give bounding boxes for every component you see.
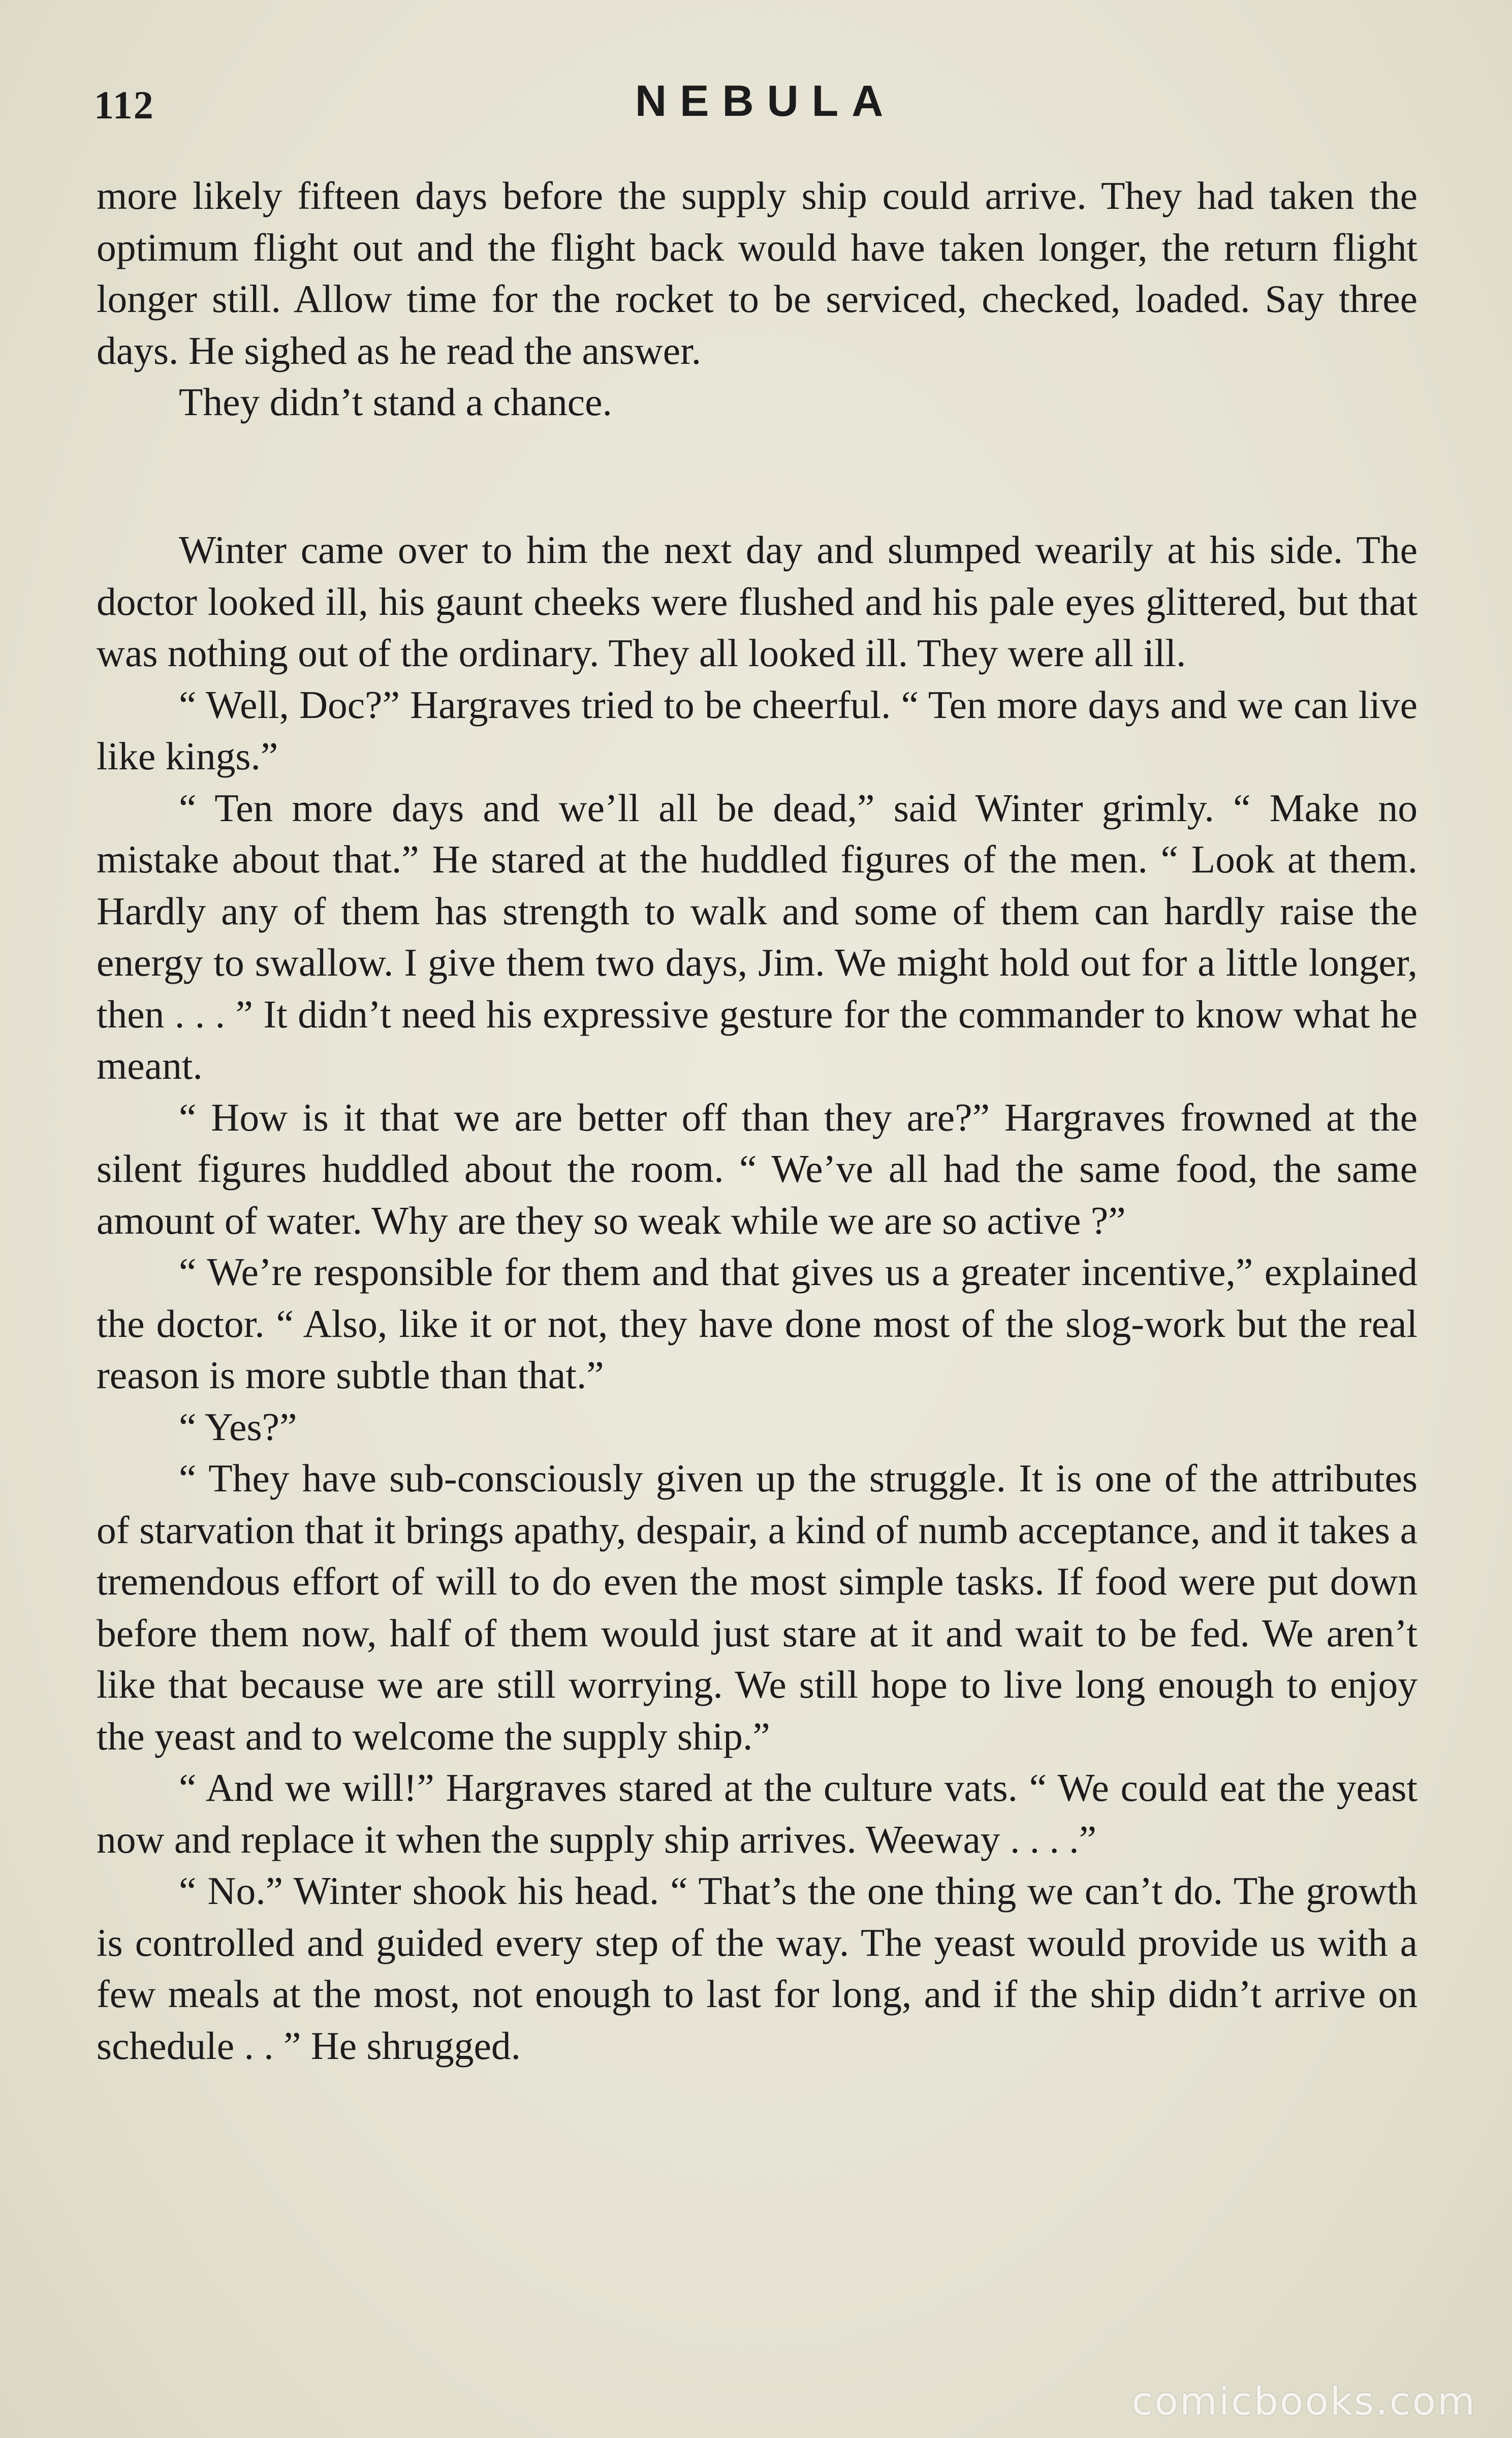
- paragraph: They didn’t stand a chance.: [179, 380, 612, 424]
- paragraph: “ Yes?”: [179, 1404, 297, 1449]
- section-break: [97, 428, 1418, 480]
- site-watermark: comicbooks.com: [1131, 2379, 1476, 2424]
- paragraph: more likely fifteen days before the supply ship could arrive. They had taken the optimum flight out and the flight back would have taken longer, the return flight longer still. Allow time for the rocket to be serviced, checked, loaded. Say three days. He sighed as he read the answer.: [97, 174, 1418, 372]
- paragraph: “ No.” Winter shook his head. “ That’s the one thing we can’t do. The growth is controlled and guided every step of the way. The yeast would provide us with a few meals at the most, not enough to last for long, and if the ship didn’t arrive on schedule . . ” He shrugged.: [97, 1869, 1418, 2068]
- section-break: [97, 480, 1418, 524]
- paragraph: Winter came over to him the next day and slumped wearily at his side. The doctor looked ill, his gaunt cheeks were flushed and his pale eyes glittered, but that was nothing out of the ordinary. They all looked ill. They were all ill.: [97, 528, 1418, 675]
- story-text: [97, 170, 1418, 2072]
- paragraph: “ How is it that we are better off than they are?” Hargraves frowned at the silent figures huddled about the room. “ We’ve all had the same food, the same amount of water. Why are they so weak while we are so active ?”: [97, 1095, 1418, 1242]
- paragraph: “ We’re responsible for them and that gives us a greater incentive,” explained the doctor. “ Also, like it or not, they have done most of the slog-work but the real reason is more subtle than that.”: [97, 1250, 1418, 1397]
- paragraph: “ Well, Doc?” Hargraves tried to be cheerful. “ Ten more days and we can live like kings.”: [97, 682, 1418, 778]
- paragraph: “ Ten more days and we’ll all be dead,” said Winter grimly. “ Make no mistake about that.” He stared at the huddled figures of the men. “ Look at them. Hardly any of them has strength to walk and some of them can hardly raise the energy to swallow. I give them two days, Jim. We might hold out for a little longer, then . . . ” It didn’t need his expressive gesture for the commander to know what he meant.: [97, 786, 1418, 1087]
- page-number: 112: [94, 83, 154, 127]
- page-header: [94, 76, 1415, 137]
- paragraph: “ And we will!” Hargraves stared at the culture vats. “ We could eat the yeast now and replace it when the supply ship arrives. Weeway . . . .”: [97, 1766, 1418, 1861]
- paragraph: “ They have sub-consciously given up the struggle. It is one of the attributes of starvation that it brings apathy, despair, a kind of numb acceptance, and it takes a tremendous effort of will to do even the most simple tasks. If food were put down before them now, half of them would just stare at it and wait to be fed. We aren’t like that because we are still worrying. We still hope to live long enough to enjoy the yeast and to welcome the supply ship.”: [97, 1456, 1418, 1758]
- running-title: NEBULA: [635, 77, 897, 126]
